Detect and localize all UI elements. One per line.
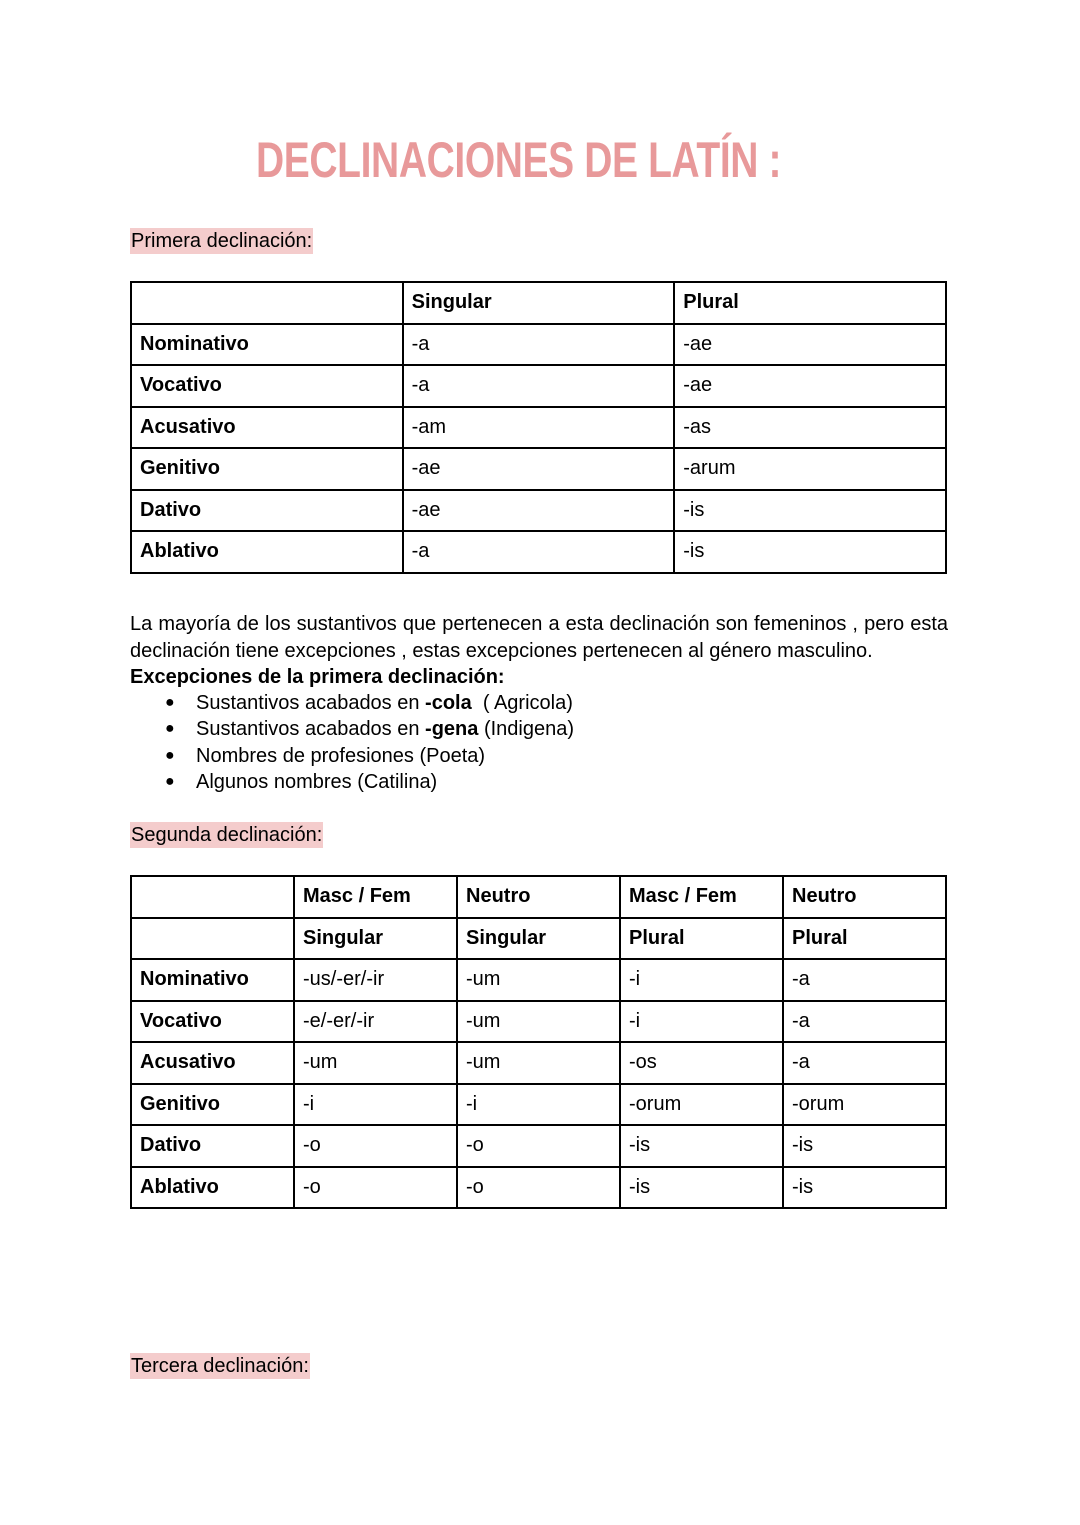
case-label: Nominativo [131, 324, 403, 366]
ending-cell: -as [674, 407, 946, 449]
ending-cell: -ae [403, 448, 675, 490]
header-cell-gender: Neutro [783, 876, 946, 918]
first-declension-table [130, 281, 947, 574]
list-item-bold: -gena [425, 718, 479, 741]
ending-cell: -ae [674, 324, 946, 366]
bullet-icon: ● [165, 694, 175, 711]
ending-cell: -o [457, 1125, 620, 1167]
table-row [131, 531, 946, 573]
ending-cell: -is [620, 1125, 783, 1167]
table-row [131, 1001, 946, 1043]
case-label: Genitivo [131, 1084, 294, 1126]
exceptions-heading: Excepciones de la primera declinación: [130, 666, 505, 688]
ending-cell: -ae [403, 490, 675, 532]
list-item [130, 769, 574, 795]
ending-cell: -orum [620, 1084, 783, 1126]
ending-cell: -ae [674, 365, 946, 407]
list-item-bold: -cola [425, 692, 472, 714]
list-item-text: Sustantivos acabados en [196, 718, 426, 741]
list-item [130, 716, 574, 742]
list-item [130, 690, 574, 716]
list-item-note: ( Agricola) [471, 692, 573, 714]
list-item [130, 743, 574, 769]
table-header-row [131, 918, 946, 960]
ending-cell: -o [294, 1125, 457, 1167]
ending-cell: -is [620, 1167, 783, 1209]
case-label: Vocativo [131, 1001, 294, 1043]
table-row [131, 1125, 946, 1167]
table-row [131, 407, 946, 449]
ending-cell: -i [620, 959, 783, 1001]
table-header-row [131, 282, 946, 324]
header-cell-gender: Masc / Fem [620, 876, 783, 918]
table-row [131, 490, 946, 532]
ending-cell: -a [403, 531, 675, 573]
header-cell-empty [131, 918, 294, 960]
ending-cell: -arum [674, 448, 946, 490]
table-row [131, 324, 946, 366]
header-cell-empty [131, 282, 403, 324]
first-declension-description: La mayoría de los sustantivos que pertenecen a esta declinación son femeninos , pero esta declinación tiene excepciones , estas excepciones pertenecen al género masculino. [130, 613, 948, 662]
ending-cell: -orum [783, 1084, 946, 1126]
table-row [131, 959, 946, 1001]
ending-cell: -i [620, 1001, 783, 1043]
list-item-text: Algunos nombres (Catilina) [196, 770, 438, 793]
ending-cell: -is [783, 1167, 946, 1209]
ending-cell: -a [403, 365, 675, 407]
header-cell-number: Plural [783, 918, 946, 960]
header-cell-number: Plural [620, 918, 783, 960]
ending-cell: -us/-er/-ir [294, 959, 457, 1001]
case-label: Acusativo [131, 407, 403, 449]
ending-cell: -a [783, 959, 946, 1001]
ending-cell: -e/-er/-ir [294, 1001, 457, 1043]
header-cell-gender: Neutro [457, 876, 620, 918]
page-title: DECLINACIONES DE LATÍN : [256, 132, 782, 188]
second-declension-table [130, 875, 947, 1209]
ending-cell: -a [783, 1001, 946, 1043]
third-declension-heading: Tercera declinación: [131, 1355, 309, 1377]
table-row [131, 1167, 946, 1209]
ending-cell: -um [457, 1042, 620, 1084]
second-declension-heading: Segunda declinación: [131, 824, 323, 846]
first-declension-heading: Primera declinación: [131, 230, 313, 252]
table-row [131, 1042, 946, 1084]
ending-cell: -a [403, 324, 675, 366]
ending-cell: -os [620, 1042, 783, 1084]
ending-cell: -is [674, 490, 946, 532]
bullet-icon: ● [165, 720, 175, 738]
ending-cell: -a [783, 1042, 946, 1084]
case-label: Genitivo [131, 448, 403, 490]
ending-cell: -is [783, 1125, 946, 1167]
list-item-note: (Indigena) [478, 718, 575, 741]
header-cell-singular: Singular [403, 282, 675, 324]
ending-cell: -i [294, 1084, 457, 1126]
case-label: Nominativo [131, 959, 294, 1001]
table-header-row [131, 876, 946, 918]
header-cell-number: Singular [294, 918, 457, 960]
list-item-text: Sustantivos acabados en [196, 692, 426, 714]
table-row [131, 365, 946, 407]
list-item-text: Nombres de profesiones (Poeta) [196, 744, 486, 767]
header-cell-number: Singular [457, 918, 620, 960]
bullet-icon: ● [165, 746, 175, 764]
ending-cell: -o [294, 1167, 457, 1209]
case-label: Ablativo [131, 531, 403, 573]
table-row [131, 448, 946, 490]
case-label: Vocativo [131, 365, 403, 407]
case-label: Dativo [131, 1125, 294, 1167]
ending-cell: -um [457, 1001, 620, 1043]
case-label: Acusativo [131, 1042, 294, 1084]
ending-cell: -um [294, 1042, 457, 1084]
ending-cell: -am [403, 407, 675, 449]
ending-cell: -i [457, 1084, 620, 1126]
bullet-icon: ● [165, 772, 175, 790]
header-cell-empty [131, 876, 294, 918]
case-label: Dativo [131, 490, 403, 532]
ending-cell: -um [457, 959, 620, 1001]
case-label: Ablativo [131, 1167, 294, 1209]
header-cell-gender: Masc / Fem [294, 876, 457, 918]
ending-cell: -o [457, 1167, 620, 1209]
exceptions-list [130, 690, 574, 795]
table-row [131, 1084, 946, 1126]
header-cell-plural: Plural [674, 282, 946, 324]
ending-cell: -is [674, 531, 946, 573]
